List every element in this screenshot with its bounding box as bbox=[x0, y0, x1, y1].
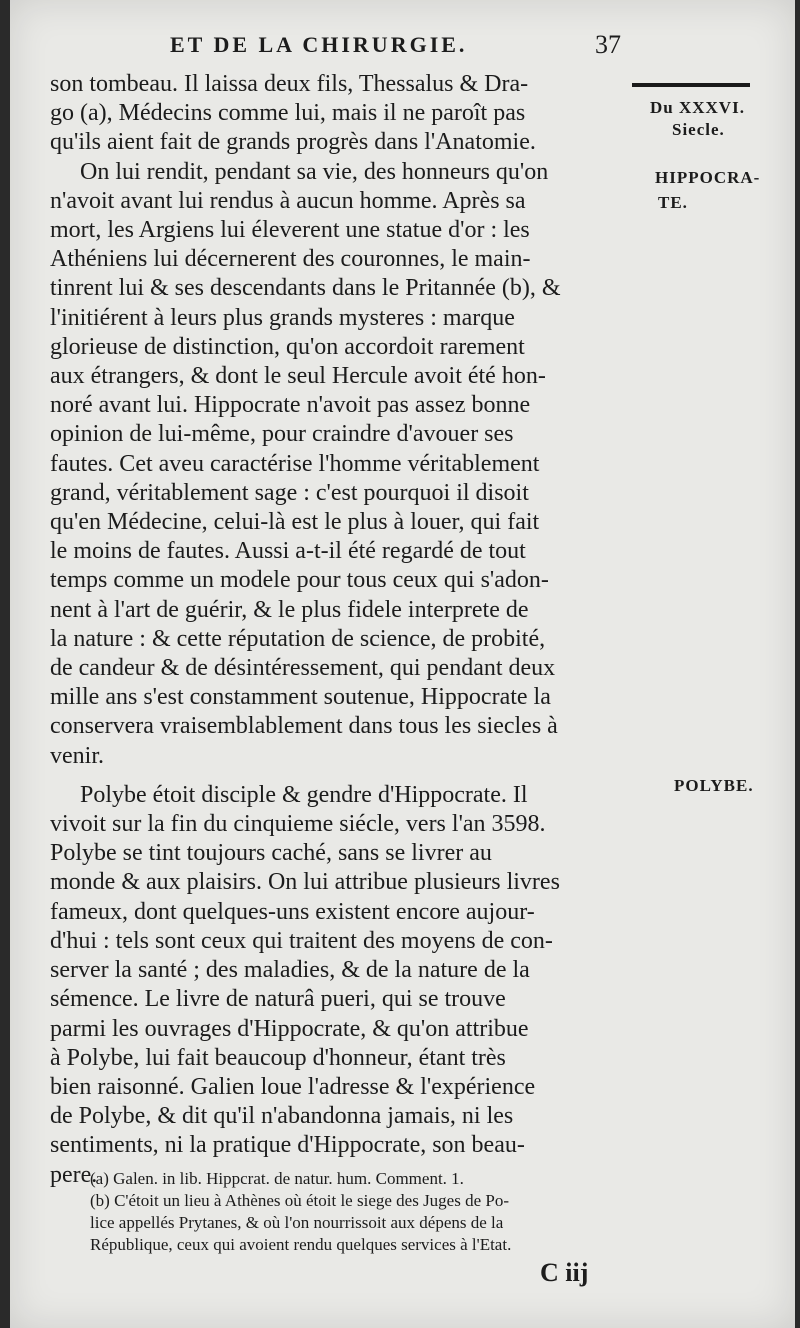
text-line: l'initiérent à leurs plus grands mysteres : marque bbox=[50, 304, 515, 331]
paragraph-gap bbox=[50, 771, 650, 781]
text-line: venir. bbox=[50, 742, 104, 769]
footnote-line: République, ceux qui avoient rendu quelques services à l'Etat. bbox=[90, 1235, 512, 1254]
margin-note-polybe: POLYBE. bbox=[674, 776, 754, 795]
text-line: de Polybe, & dit qu'il n'abandonna jamais, ni les bbox=[50, 1103, 514, 1130]
footnote-line: (b) C'étoit un lieu à Athènes où étoit le siege des Juges de Po- bbox=[90, 1191, 510, 1210]
running-head: ET DE LA CHIRURGIE. bbox=[170, 32, 468, 57]
text-line: pere. bbox=[50, 1161, 98, 1188]
text-line: nent à l'art de guérir, & le plus fidele interprete de bbox=[50, 596, 529, 623]
text-line: le moins de fautes. Aussi a-t-il été regardé de tout bbox=[50, 538, 526, 565]
text-line: bien raisonné. Galien loue l'adresse & l'expérience bbox=[50, 1073, 536, 1100]
text-line: server la santé ; des maladies, & de la nature de la bbox=[50, 957, 530, 984]
margin-note-hippocrate: HIPPOCRA- bbox=[655, 168, 761, 187]
text-line: fautes. Cet aveu caractérise l'homme véritablement bbox=[50, 450, 540, 477]
text-line: On lui rendit, pendant sa vie, des honneurs qu'on bbox=[80, 158, 549, 185]
text-line: Polybe étoit disciple & gendre d'Hippocrate. Il bbox=[80, 781, 528, 808]
text-line: Athéniens lui décernerent des couronnes, le main- bbox=[50, 246, 531, 273]
signature-mark: C iij bbox=[540, 1258, 589, 1287]
margin-note-hippocrate-2: TE. bbox=[658, 193, 688, 212]
text-line: conservera vraisemblablement dans tous les siecles à bbox=[50, 713, 558, 740]
text-line: temps comme un modele pour tous ceux qui s'adon- bbox=[50, 567, 549, 594]
text-line: opinion de lui-même, pour craindre d'avouer ses bbox=[50, 421, 514, 448]
text-line: aux étrangers, & dont le seul Hercule avoit été hon- bbox=[50, 363, 546, 390]
text-line: la nature : & cette réputation de science, de probité, bbox=[50, 625, 546, 652]
text-line: grand, véritablement sage : c'est pourquoi il disoit bbox=[50, 479, 529, 506]
margin-note-century: Du XXXVI. bbox=[650, 98, 745, 117]
text-line: sentiments, ni la pratique d'Hippocrate, son beau- bbox=[50, 1132, 525, 1159]
body-text bbox=[50, 70, 650, 1190]
page-number: 37 bbox=[595, 30, 621, 59]
text-line: son tombeau. Il laissa deux fils, Thessalus & Dra- bbox=[50, 71, 529, 97]
text-line: sémence. Le livre de naturâ pueri, qui se trouve bbox=[50, 986, 506, 1013]
text-line: glorieuse de distinction, qu'on accordoit rarement bbox=[50, 333, 525, 360]
text-line: parmi les ouvrages d'Hippocrate, & qu'on attribue bbox=[50, 1015, 529, 1042]
text-line: tinrent lui & ses descendants dans le Pritannée (b), & bbox=[50, 275, 561, 302]
text-line: d'hui : tels sont ceux qui traitent des moyens de con- bbox=[50, 927, 553, 954]
text-line: Polybe se tint toujours caché, sans se livrer au bbox=[50, 840, 492, 867]
text-line: noré avant lui. Hippocrate n'avoit pas assez bonne bbox=[50, 392, 531, 419]
footnote-line: (a) Galen. in lib. Hippcrat. de natur. hum. Comment. 1. bbox=[90, 1169, 464, 1188]
margin-note-century-2: Siecle. bbox=[672, 120, 725, 139]
text-line: fameux, dont quelques-uns existent encore aujour- bbox=[50, 898, 535, 925]
text-line: qu'en Médecine, celui-là est le plus à louer, qui fait bbox=[50, 509, 540, 536]
text-line: vivoit sur la fin du cinquieme siécle, vers l'an 3598. bbox=[50, 811, 546, 838]
text-line: go (a), Médecins comme lui, mais il ne paroît pas bbox=[50, 100, 526, 127]
book-page bbox=[10, 0, 795, 1328]
text-line: qu'ils aient fait de grands progrès dans l'Anatomie. bbox=[50, 129, 536, 156]
footnotes bbox=[90, 1168, 690, 1256]
text-line: monde & aux plaisirs. On lui attribue plusieurs livres bbox=[50, 869, 560, 896]
footnote-line: lice appellés Prytanes, & où l'on nourrissoit aux dépens de la bbox=[90, 1213, 504, 1232]
text-line: à Polybe, lui fait beaucoup d'honneur, étant très bbox=[50, 1044, 506, 1071]
text-line: de candeur & de désintéressement, qui pendant deux bbox=[50, 655, 556, 682]
text-line: mort, les Argiens lui éleverent une statue d'or : les bbox=[50, 217, 530, 244]
text-line: mille ans s'est constamment soutenue, Hippocrate la bbox=[50, 684, 551, 711]
text-line: n'avoit avant lui rendus à aucun homme. Après sa bbox=[50, 187, 526, 214]
